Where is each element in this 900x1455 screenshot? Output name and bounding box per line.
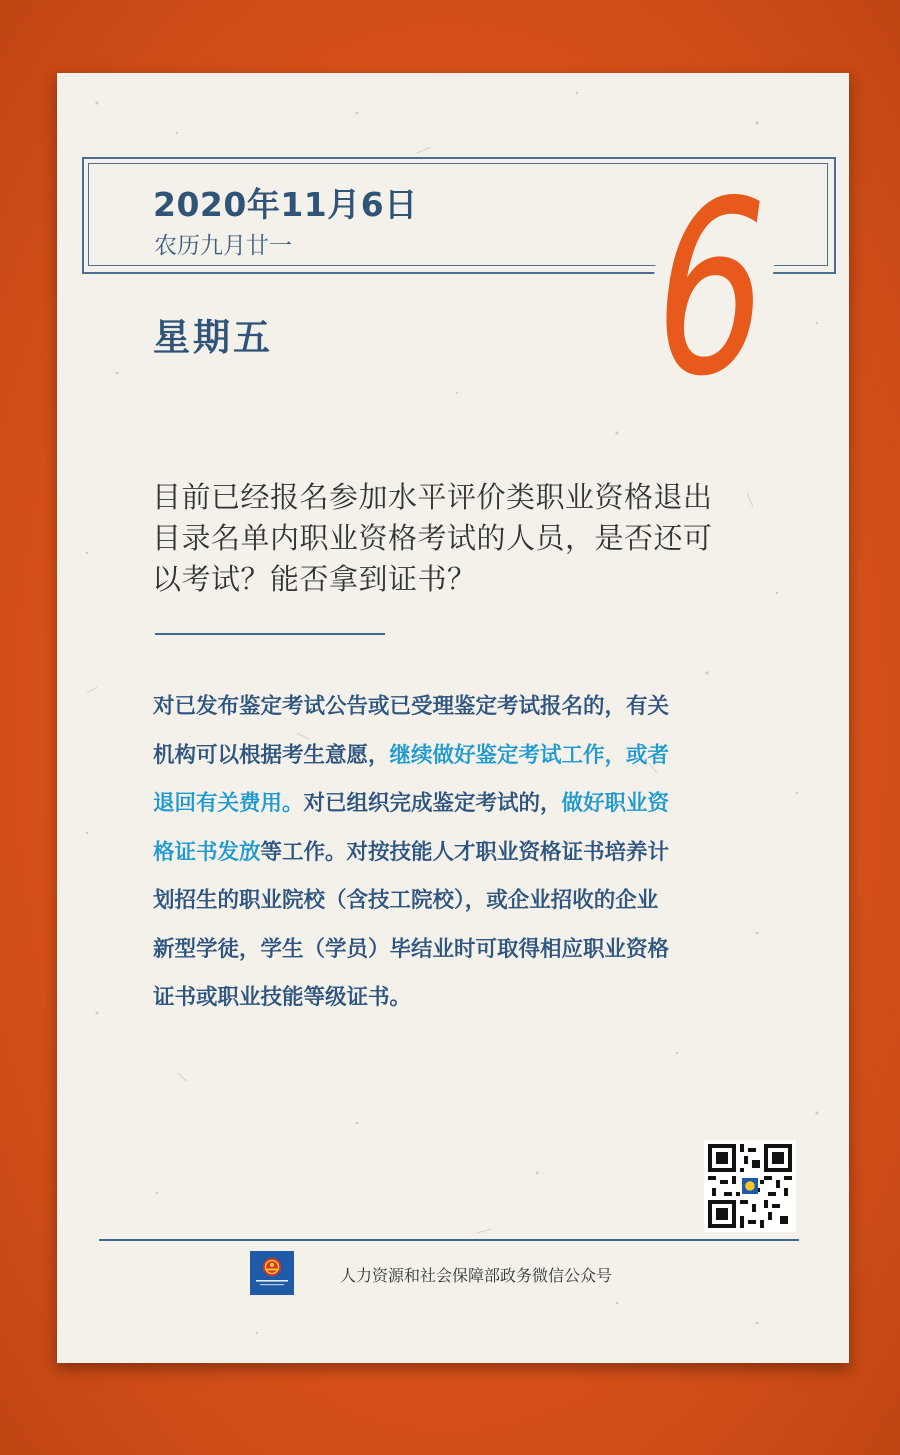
footer-divider <box>99 1239 799 1241</box>
national-emblem-icon <box>250 1251 294 1295</box>
answer-highlight2: 做好职业资格证书发放 <box>153 791 670 865</box>
answer-part3: 等工作。对按技能人才职业资格证书培养计划招生的职业院校（含技工院校），或企业招收的企业新型学徒，学生（学员）毕结业时可取得相应职业资格证书或职业技能等级证书。 <box>153 839 670 1010</box>
qr-code-icon[interactable] <box>704 1140 796 1232</box>
calendar-card <box>57 73 849 1363</box>
weekday: 星期五 <box>153 316 273 359</box>
answer-part1: 对已发布鉴定考试公告或已受理鉴定考试报名的，有关机构可以根据考生意愿， <box>153 694 670 768</box>
date-text: 2020年11月6日 <box>153 185 418 224</box>
question-text: 目前已经报名参加水平评价类职业资格退出目录名单内职业资格考试的人员，是否还可以考试？能否拿到证书？ <box>152 480 713 596</box>
answer-text <box>153 683 673 1023</box>
answer-highlight1: 继续做好鉴定考试工作，或者退回有关费用。 <box>153 742 670 816</box>
footer-org-name: 人力资源和社会保障部政务微信公众号 <box>340 1266 613 1285</box>
divider <box>155 633 385 635</box>
day-number: 6 <box>636 149 787 429</box>
lunar-date: 农历九月廿一 <box>154 233 292 259</box>
answer-part2: 对已组织完成鉴定考试的， <box>303 791 562 816</box>
